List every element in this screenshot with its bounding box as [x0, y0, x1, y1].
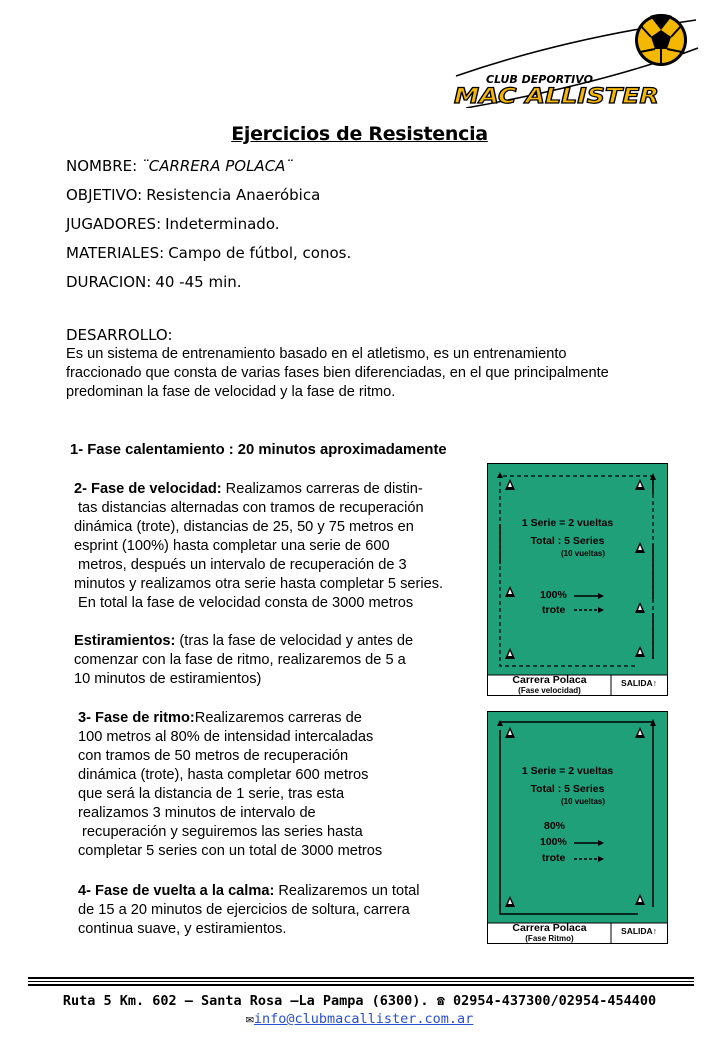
field-diagram: [488, 712, 667, 943]
svg-text:MAC ALLISTER: MAC ALLISTER: [454, 84, 659, 108]
field-label: OBJETIVO:: [66, 186, 143, 204]
text-span: Realizaremos un total: [274, 883, 420, 899]
text-line: dinámica (trote), distancias de 25, 50 y 75 metros en: [74, 519, 414, 535]
field-value: 40 -45 min.: [155, 273, 242, 291]
text-line: [78, 882, 478, 901]
desarrollo-heading: DESARROLLO:: [66, 326, 173, 344]
footer-rule: [28, 977, 694, 988]
soccer-ball-icon: [635, 14, 687, 66]
caption: Carrera Polaca: [512, 922, 587, 934]
text-line: comenzar con la fase de ritmo, realizaremos de 5 a: [74, 652, 406, 668]
estiramientos-heading: Estiramientos:: [74, 633, 176, 649]
footer-address: [0, 993, 719, 1009]
fase3-block: [78, 709, 478, 861]
field-label: DURACION:: [66, 273, 152, 291]
text-span: Realizaremos carreras de: [194, 710, 362, 726]
logo-graphic: [446, 8, 706, 108]
text-line: 10 minutos de estiramientos): [74, 671, 262, 687]
field-label: NOMBRE:: [66, 157, 138, 175]
field-nombre: [66, 157, 293, 175]
text-line: [74, 480, 484, 499]
legend-100: 100%: [540, 836, 567, 848]
text-line: dinámica (trote), hasta completar 600 metros: [78, 767, 369, 783]
legend-100: 100%: [540, 589, 567, 601]
text-line: metros, después un intervalo de recuperación de 3: [74, 557, 407, 573]
text-line: minutos y realizamos otra serie hasta completar 5 series.: [74, 576, 444, 592]
text-line: predominan la fase de velocidad y la fase de ritmo.: [66, 384, 396, 400]
total-label: Total : 5 Series: [530, 783, 605, 795]
address-text: Ruta 5 Km. 602 – Santa Rosa –La Pampa (6300).: [62, 993, 429, 1009]
text-line: Es un sistema de entrenamiento basado en el atletismo, es un entrenamiento: [66, 346, 567, 362]
email-link[interactable]: info@clubmacallister.com.ar: [253, 1011, 474, 1027]
fase4-heading: 4- Fase de vuelta a la calma:: [78, 883, 275, 899]
diagram-fase-ritmo: [487, 711, 668, 944]
fase2-block: [74, 480, 484, 613]
field-duracion: [66, 273, 242, 291]
footer-contact: [0, 1011, 719, 1027]
fase1-heading: 1- Fase calentamiento : 20 minutos aproximadamente: [70, 442, 447, 458]
field-label: MATERIALES:: [66, 244, 165, 262]
text-line: [74, 632, 484, 651]
field-label: JUGADORES:: [66, 215, 162, 233]
field-jugadores: [66, 215, 280, 233]
text-line: En total la fase de velocidad consta de 3000 metros: [74, 595, 414, 611]
text-span: Realizamos carreras de distin-: [221, 481, 423, 497]
vueltas-label: (10 vueltas): [560, 549, 606, 558]
caption-sub: (Fase Ritmo): [525, 934, 574, 943]
diagram-fase-velocidad: [487, 463, 668, 696]
arrow-up-icon: ↑: [652, 678, 657, 688]
fase3-heading: 3- Fase de ritmo:: [78, 710, 195, 726]
total-label: Total : 5 Series: [530, 535, 605, 547]
page-title: Ejercicios de Resistencia: [231, 123, 488, 145]
legend-trote: trote: [542, 852, 566, 864]
text-line: de 15 a 20 minutos de ejercicios de soltura, carrera: [78, 902, 410, 918]
text-line: esprint (100%) hasta completar una serie de 600: [74, 538, 390, 554]
text-line: continua suave, y estiramientos.: [78, 921, 287, 937]
legend-trote: trote: [542, 604, 566, 616]
field-materiales: [66, 244, 351, 262]
arrow-up-icon: ↑: [652, 926, 657, 936]
field-diagram: [488, 464, 667, 695]
text-line: que será la distancia de 1 serie, tras esta: [78, 786, 345, 802]
salida-text: SALIDA: [621, 678, 653, 688]
text-line: [78, 709, 478, 728]
text-line: fraccionado que consta de varias fases bien diferenciadas, en el que principalmente: [66, 365, 609, 381]
salida-text: SALIDA: [621, 926, 653, 936]
field-objetivo: [66, 186, 320, 204]
svg-text:CLUB DEPORTIVO: CLUB DEPORTIVO: [486, 73, 593, 86]
field-value: Resistencia Anaeróbica: [146, 186, 321, 204]
vueltas-label: (10 vueltas): [560, 797, 606, 806]
text-span: (tras la fase de velocidad y antes de: [175, 633, 414, 649]
field-value: Indeterminado.: [165, 215, 280, 233]
field-value: ¨CARRERA POLACA¨: [141, 157, 293, 175]
phone-icon: ☎: [436, 993, 445, 1009]
text-line: 100 metros al 80% de intensidad intercaladas: [78, 729, 374, 745]
legend-80: 80%: [544, 820, 566, 832]
caption: Carrera Polaca: [512, 674, 587, 686]
estiramientos-block: [74, 632, 484, 689]
caption-sub: (Fase velocidad): [518, 686, 581, 695]
text-line: con tramos de 50 metros de recuperación: [78, 748, 349, 764]
desarrollo-text: [66, 345, 676, 402]
serie-label: 1 Serie = 2 vueltas: [521, 765, 614, 777]
salida-label: [611, 926, 667, 936]
field-value: Campo de fútbol, conos.: [168, 244, 352, 262]
serie-label: 1 Serie = 2 vueltas: [521, 517, 614, 529]
text-line: completar 5 series con un total de 3000 metros: [78, 843, 383, 859]
text-line: realizamos 3 minutos de intervalo de: [78, 805, 316, 821]
text-line: recuperación y seguiremos las series hasta: [78, 824, 363, 840]
mail-icon: ✉: [245, 1011, 254, 1027]
fase2-heading: 2- Fase de velocidad:: [74, 481, 222, 497]
salida-label: [611, 678, 667, 688]
club-logo: [446, 8, 706, 108]
fase4-block: [78, 882, 478, 939]
phone-numbers: 02954-437300/02954-454400: [452, 993, 657, 1009]
text-line: tas distancias alternadas con tramos de recuperación: [78, 500, 424, 516]
